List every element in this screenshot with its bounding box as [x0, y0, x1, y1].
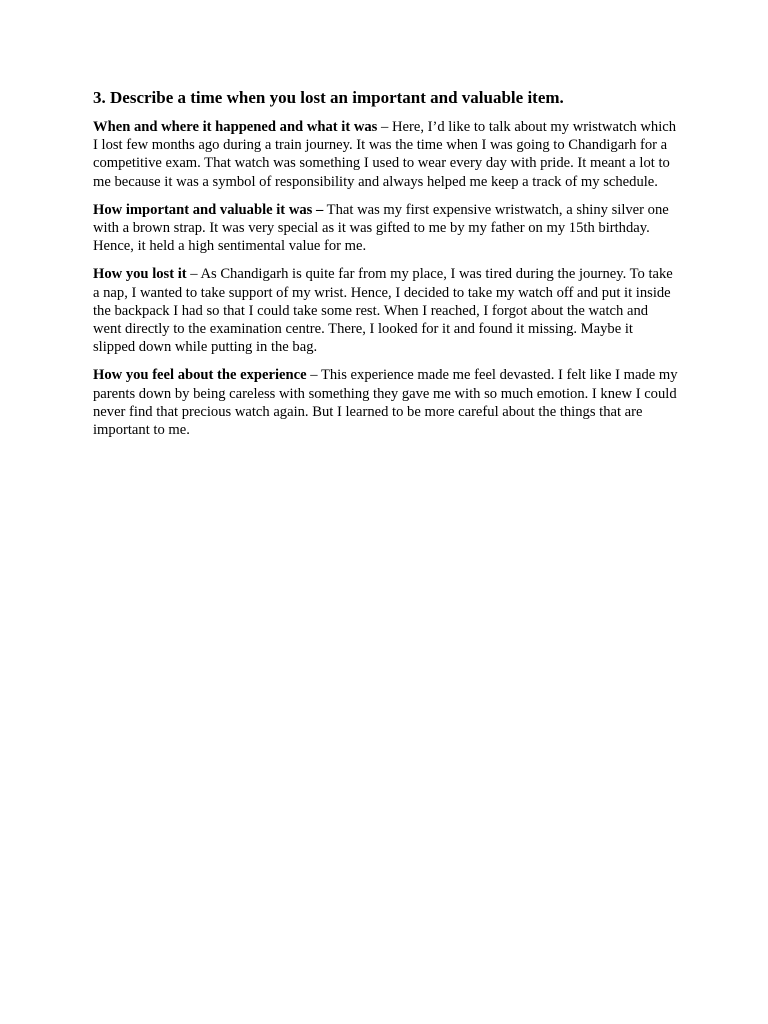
section-how-lost: [93, 265, 678, 356]
section-body: That was my first expensive wristwatch, a shiny silver one with a brown strap. It was very special as it was gifted to me by my father on my 15th birthday. Hence, it held a high sentimental value for me.: [93, 201, 669, 255]
section-when-where: [93, 118, 678, 191]
section-importance: [93, 201, 678, 256]
section-body: As Chandigarh is quite far from my place, I was tired during the journey. To take a nap, I wanted to take support of my wrist. Hence, I decided to take my watch off and put it inside the backpack I had so that I could take some rest. When I reached, I forgot about the watch and went directly to the examination centre. There, I looked for it and found it missing. Maybe it slipped down while putting in the bag.: [93, 266, 673, 356]
section-separator: –: [306, 367, 321, 384]
section-label: When and where it happened and what it was: [93, 119, 378, 135]
section-feelings: [93, 366, 678, 439]
question-heading: 3. Describe a time when you lost an important and valuable item.: [93, 88, 564, 107]
section-separator: –: [186, 266, 201, 283]
section-label: How important and valuable it was –: [93, 201, 324, 218]
section-body: This experience made me feel devasted. I felt like I made my parents down by being careless with something they gave me with so much emotion. I knew I could never find that precious watch again. But I learned to be more careful about the things that are important to me.: [93, 367, 678, 439]
section-body: Here, I’d like to talk about my wristwatch which I lost few months ago during a train journey. It was the time when I was going to Chandigarh for a competitive exam. That watch was something I used to wear every day with pride. It meant a lot to me because it was a symbol of responsibility and always helped me keep a track of my schedule.: [93, 119, 677, 190]
section-label: How you feel about the experience: [93, 367, 307, 384]
section-separator: –: [377, 119, 392, 135]
document-page: [93, 86, 678, 449]
section-label: How you lost it: [93, 266, 187, 283]
